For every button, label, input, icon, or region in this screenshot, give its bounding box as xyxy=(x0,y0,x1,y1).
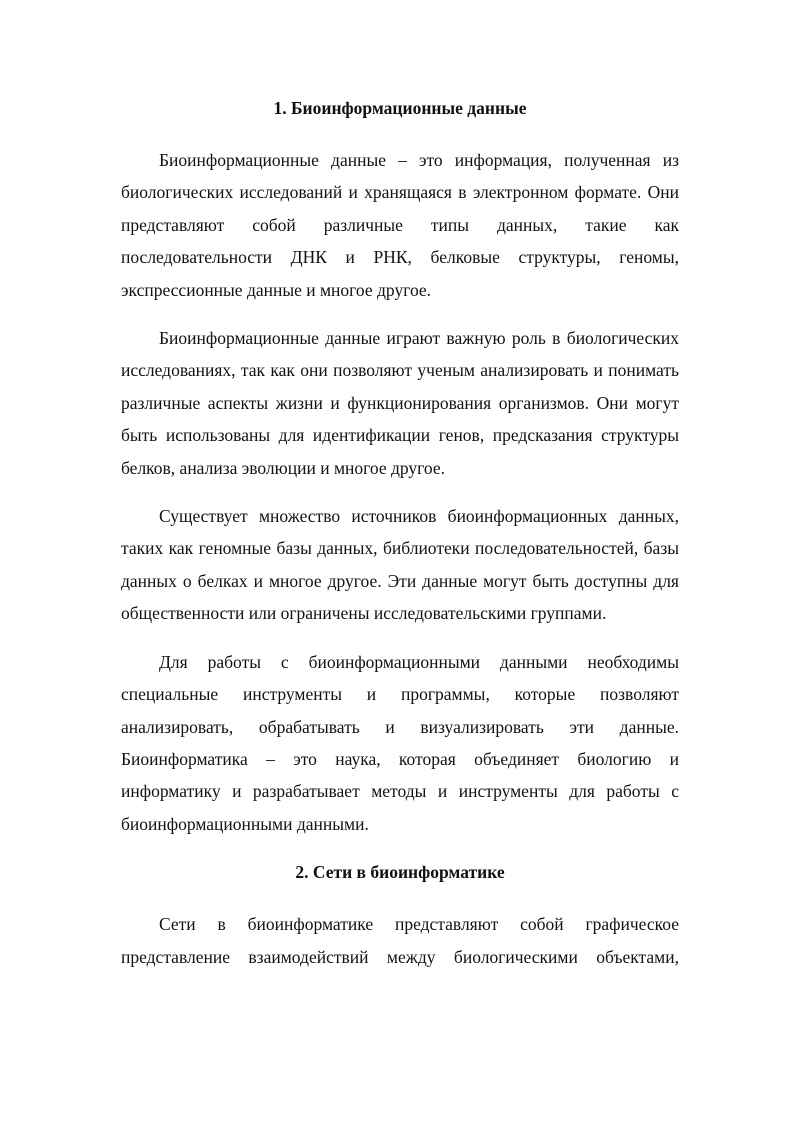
paragraph-2-1: Сети в биоинформатике представляют собой графическое представление взаимодействий между биологическими объектами, xyxy=(121,914,679,967)
paragraph-1-1: Биоинформационные данные – это информация, полученная из биологических исследований и хранящаяся в электронном формате. Они представляют собой различные типы данных, такие как последовательности ДНК и РНК, белковые структуры, геномы, экспрессионные данные и многое другое. xyxy=(121,150,679,300)
paragraph-1-4: Для работы с биоинформационными данными необходимы специальные инструменты и программы, которые позволяют анализировать, обрабатывать и визуализировать эти данные. Биоинформатика – это наука, которая объединяет биологию и информатику и разрабатывает методы и инструменты для работы с биоинформационными данными. xyxy=(121,651,679,834)
paragraph-1-3: Существует множество источников биоинформационных данных, таких как геномные базы данных, библиотеки последовательностей, базы данных о белках и многое другое. Эти данные могут быть доступны для общественности или ограничены исследовательскими группами. xyxy=(121,506,679,624)
paragraph-1-2: Биоинформационные данные играют важную роль в биологических исследованиях, так как они позволяют ученым анализировать и понимать различные аспекты жизни и функционирования организмов. Они могут быть использованы для идентификации генов, предсказания структуры белков, анализа эволюции и многое другое. xyxy=(121,328,679,478)
section-heading-1: 1. Биоинформационные данные xyxy=(273,98,527,118)
document-body xyxy=(121,92,679,973)
section-heading-2: 2. Сети в биоинформатике xyxy=(295,862,505,883)
